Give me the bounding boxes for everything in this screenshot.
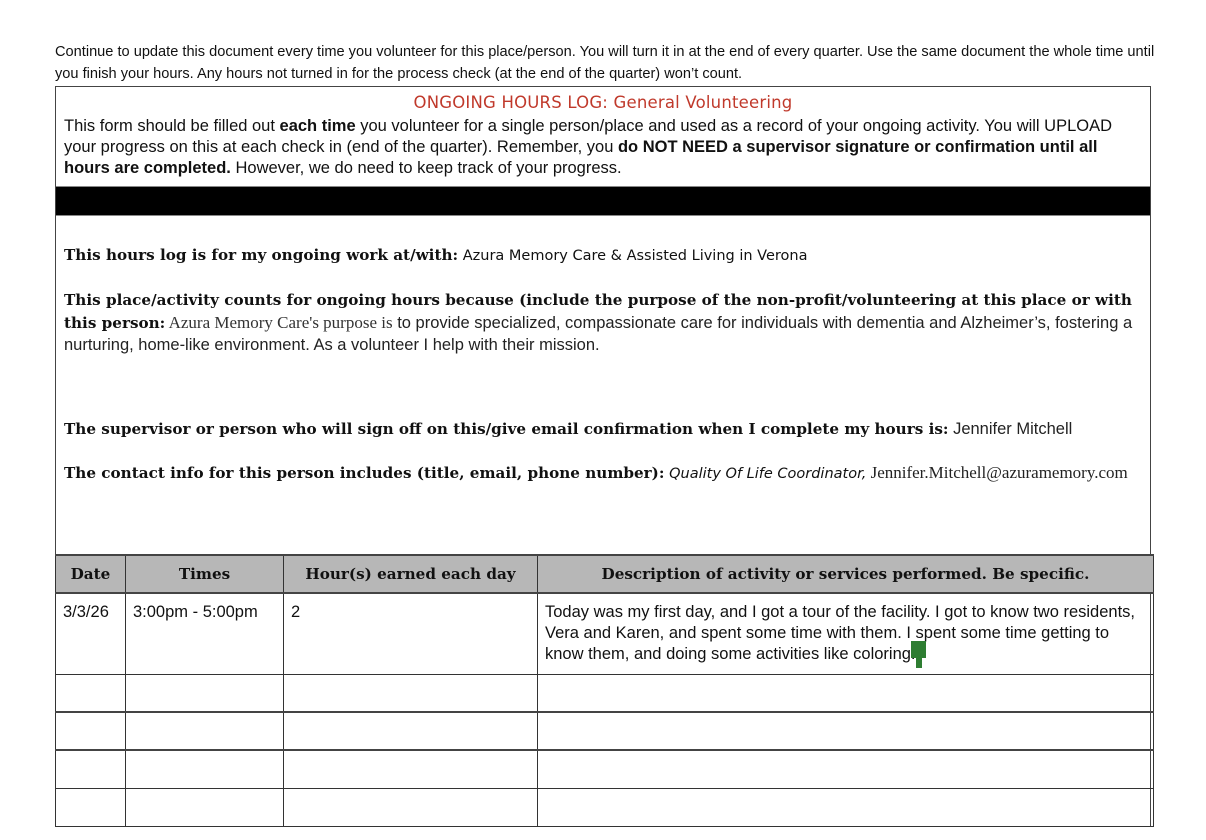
intro-instructions: Continue to update this document every time you volunteer for this place/person. You will turn it in at the end of every quarter. Use the same document the whole time until you finish your hours. Any hours not turned in for the process check (at the end of the quarter) won’t count. — [55, 44, 1155, 82]
hours-log-form — [55, 86, 1151, 826]
header-times: Times — [126, 555, 284, 593]
purpose-value-start[interactable]: Azura Memory Care's purpose is — [165, 312, 393, 332]
supervisor-value[interactable]: Jennifer Mitchell — [948, 420, 1073, 438]
instructions-bold-1: each time — [279, 117, 356, 135]
supervisor-label: The supervisor or person who will sign off on this/give email confirmation when I complete my hours is: — [64, 420, 949, 438]
cell-hours[interactable] — [284, 750, 538, 788]
cell-hours[interactable]: 2 — [284, 593, 538, 674]
cell-times[interactable] — [126, 788, 284, 826]
table-row — [56, 788, 1154, 826]
cell-description[interactable] — [538, 593, 1154, 674]
header-hours: Hour(s) earned each day — [284, 555, 538, 593]
cell-hours[interactable] — [284, 674, 538, 712]
description-text: Today was my first day, and I got a tour of the facility. I got to know two residents, Vera and Karen, and spent some time with them. I spent some time getting to know them, and doing some activities like coloring. — [545, 603, 1135, 663]
contact-email-value[interactable]: Jennifer.Mitchell@azuramemory.com — [866, 463, 1128, 482]
cell-date[interactable] — [56, 674, 126, 712]
cell-times[interactable]: 3:00pm - 5:00pm — [126, 593, 284, 674]
cell-description[interactable] — [538, 712, 1154, 750]
table-row — [56, 674, 1154, 712]
workplace-field[interactable] — [64, 244, 1146, 268]
cell-description[interactable] — [538, 674, 1154, 712]
instructions-text-2: you volunteer for a single person/place and used as a record of your ongoing activity. You will UPLOAD your progress on this at each check in (end of the quarter). Remember, you — [64, 117, 1113, 156]
header-description: Description of activity or services performed. Be specific. — [538, 555, 1154, 593]
purpose-value-rest[interactable]: to provide specialized, compassionate care for individuals with dementia and Alzheimer’s, fostering a nurturing, home-like environment. As a volunteer I help with their mission. — [64, 313, 1133, 354]
workplace-value[interactable]: Azura Memory Care & Assisted Living in Verona — [458, 248, 808, 264]
cell-date[interactable]: 3/3/26 — [56, 593, 126, 674]
cell-hours[interactable] — [284, 788, 538, 826]
purpose-field[interactable] — [64, 289, 1146, 357]
contact-title-value[interactable]: Quality Of Life Coordinator, — [664, 466, 867, 482]
instructions-bold-2: do NOT NEED a supervisor signature or confirmation until all hours are completed. — [64, 138, 1098, 177]
cell-times[interactable] — [126, 712, 284, 750]
purpose-label: This place/activity counts for ongoing hours because (include the purpose of the non-profit/volunteering at this place or with this person: — [64, 291, 1132, 332]
contact-field[interactable] — [64, 462, 1146, 486]
cell-date[interactable] — [56, 788, 126, 826]
header-date: Date — [56, 555, 126, 593]
cell-description[interactable] — [538, 788, 1154, 826]
form-title: ONGOING HOURS LOG: General Volunteering — [413, 93, 793, 112]
cell-date[interactable] — [56, 750, 126, 788]
contact-label: The contact info for this person includes (title, email, phone number): — [64, 464, 665, 482]
workplace-label: This hours log is for my ongoing work at/with: — [64, 246, 459, 264]
supervisor-field[interactable] — [64, 418, 1146, 441]
table-row — [56, 750, 1154, 788]
form-instructions — [64, 116, 1144, 179]
hours-log-table — [55, 554, 1154, 827]
cell-times[interactable] — [126, 674, 284, 712]
instructions-text-1: This form should be filled out — [64, 117, 280, 135]
cell-hours[interactable] — [284, 712, 538, 750]
table-row — [56, 593, 1154, 674]
cell-times[interactable] — [126, 750, 284, 788]
cell-date[interactable] — [56, 712, 126, 750]
table-row — [56, 712, 1154, 750]
table-header-row — [56, 555, 1154, 593]
section-divider-bar — [56, 186, 1150, 216]
instructions-text-3: However, we do need to keep track of your progress. — [230, 159, 622, 177]
cell-description[interactable] — [538, 750, 1154, 788]
